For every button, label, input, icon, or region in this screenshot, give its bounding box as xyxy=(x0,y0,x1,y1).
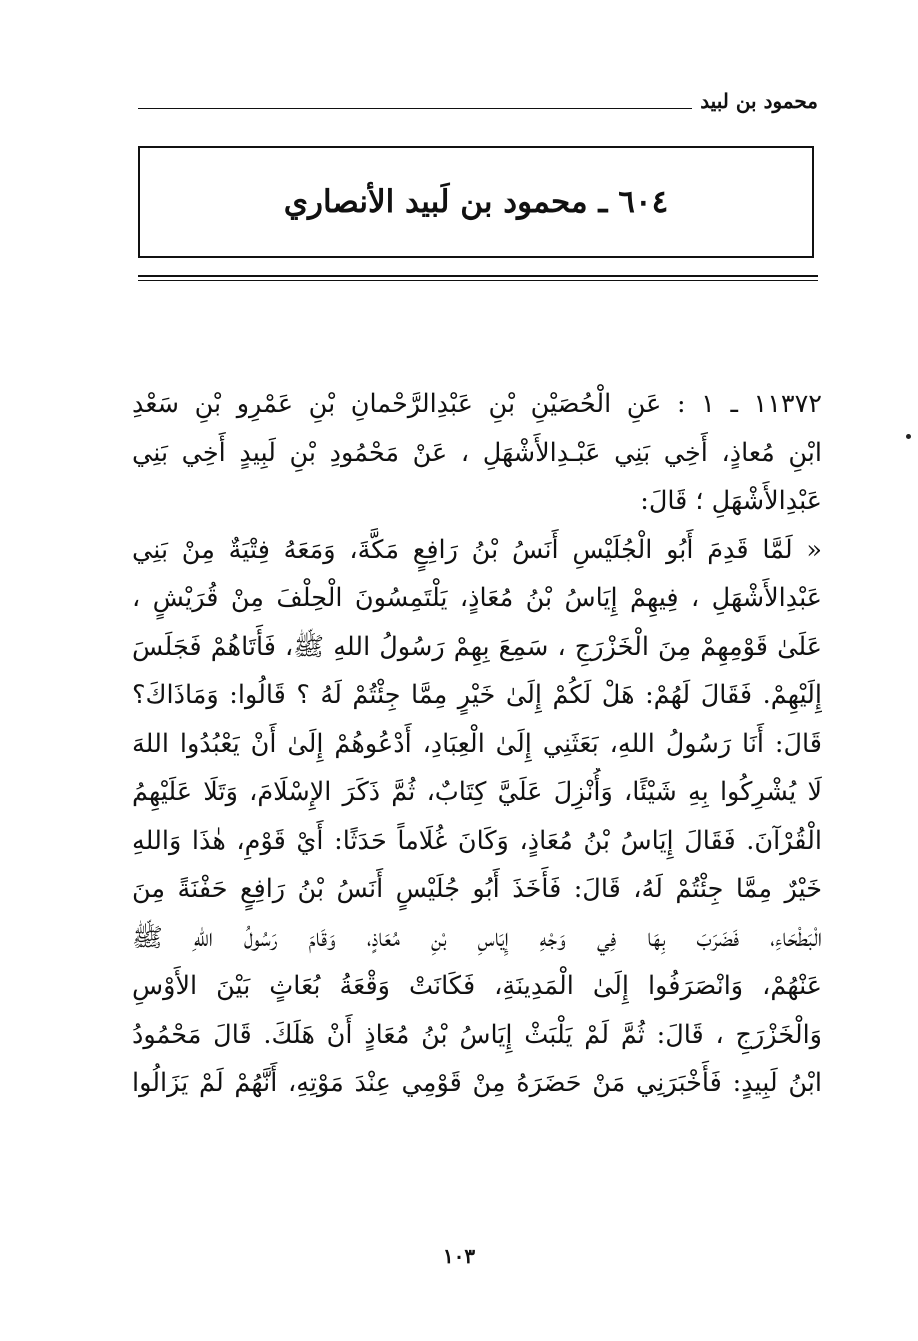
hadith-text xyxy=(132,380,822,1108)
text-line: لَا يُشْرِكُوا بِهِ شَيْئًا، وَأُنْزِلَ عَلَيَّ كِتَابٌ، ثُمَّ ذَكَرَ الإِسْلَامَ، وَتَلَا عَلَيْهِمُ xyxy=(132,777,822,807)
text-line: وَالْخَزْرَجِ ، قَالَ: ثُمَّ لَمْ يَلْبَثْ إِيَاسُ بْنُ مُعَاذٍ أَنْ هَلَكَ. قَالَ مَحْمُودُ xyxy=(132,1019,822,1050)
text-line: قَالَ: أَنَا رَسُولُ اللهِ، بَعَثَنِي إِلَىٰ الْعِبَادِ، أَدْعُوهُمْ إِلَىٰ أَنْ يَعْبُدُوا اللهَ xyxy=(132,728,822,759)
chapter-title: ٦٠٤ ـ محمود بن لَبيد الأنصاري xyxy=(283,184,669,220)
text-line: عَنْهُمْ، وَانْصَرَفُوا إِلَىٰ الْمَدِينَةِ، فَكَانَتْ وَقْعَةُ بُعَاثٍ بَيْنَ الأَوْسِ xyxy=(132,971,822,1001)
title-divider-thin xyxy=(138,280,818,281)
text-line: إِلَيْهِمْ. فَقَالَ لَهُمْ: هَلْ لَكُمْ إِلَىٰ خَيْرٍ مِمَّا جِئْتُمْ لَهُ ؟ قَالُوا: وَمَاذَاكَ؟ xyxy=(132,680,822,710)
text-line: عَبْدِالأَشْهَلِ ، فِيهِمْ إِيَاسُ بْنُ مُعَاذٍ، يَلْتَمِسُونَ الْحِلْفَ مِنْ قُرَيْشٍ ، xyxy=(132,583,822,613)
title-divider xyxy=(138,275,818,277)
text-line: عَبْدِالأَشْهَلِ ؛ قَالَ: xyxy=(640,486,822,516)
text-line: ابْنِ مُعاذٍ، أَخِي بَنِي عَبْـدِالأَشْهَلِ ، عَنْ مَحْمُودِ بْنِ لَبِيدٍ أَخِي بَنِي xyxy=(132,437,822,468)
text-line: الْبَطْحَاءِ، فَضَرَبَ بِهَا فِي وَجْهِ إِيَاسِ بْنِ مُعَاذٍ، وَقَامَ رَسُولُ اللهِ ﷺ xyxy=(132,922,822,953)
text-line: « لَمَّا قَدِمَ أَبُو الْجُلَيْسِ أَنَسُ بْنُ رَافِعٍ مَكَّةَ، وَمَعَهُ فِتْيَةٌ مِنْ بَنِي xyxy=(132,534,822,565)
running-header xyxy=(138,86,818,116)
text-line: ١١٣٧٢ ـ ١ : عَنِ الْحُصَيْنِ بْنِ عَبْدِالرَّحْمانِ بْنِ عَمْرِو بْنِ سَعْدِ xyxy=(132,389,822,419)
text-line: خَيْرٌ مِمَّا جِئْتُمْ لَهُ، قَالَ: فَأَخَذَ أَبُو جُلَيْسٍ أَنَسُ بْنُ رَافِعٍ حَفْنَةً مِنَ xyxy=(132,874,822,904)
page-number: ١٠٣ xyxy=(442,1244,476,1268)
text-line: ابْنُ لَبِيدٍ: فَأَخْبَرَنِي مَنْ حَضَرَهُ مِنْ قَوْمِي عِنْدَ مَوْتِهِ، أَنَّهُمْ لَمْ يَزَالُوا xyxy=(132,1068,822,1098)
running-header-rule xyxy=(138,108,692,109)
margin-mark xyxy=(906,434,911,439)
text-line: الْقُرْآنَ. فَقَالَ إِيَاسُ بْنُ مُعَاذٍ، وَكَانَ غُلَاماً حَدَثًا: أَيْ قَوْمِ، هٰذَا وَاللهِ xyxy=(132,825,822,856)
text-line: عَلَىٰ قَوْمِهِمْ مِنَ الْخَزْرَجِ ، سَمِعَ بِهِمْ رَسُولُ اللهِ ﷺ، فَأَتَاهُمْ فَجَلَسَ xyxy=(132,631,822,662)
running-header-title: محمود بن لبيد xyxy=(700,89,818,113)
chapter-title-box xyxy=(138,146,814,258)
